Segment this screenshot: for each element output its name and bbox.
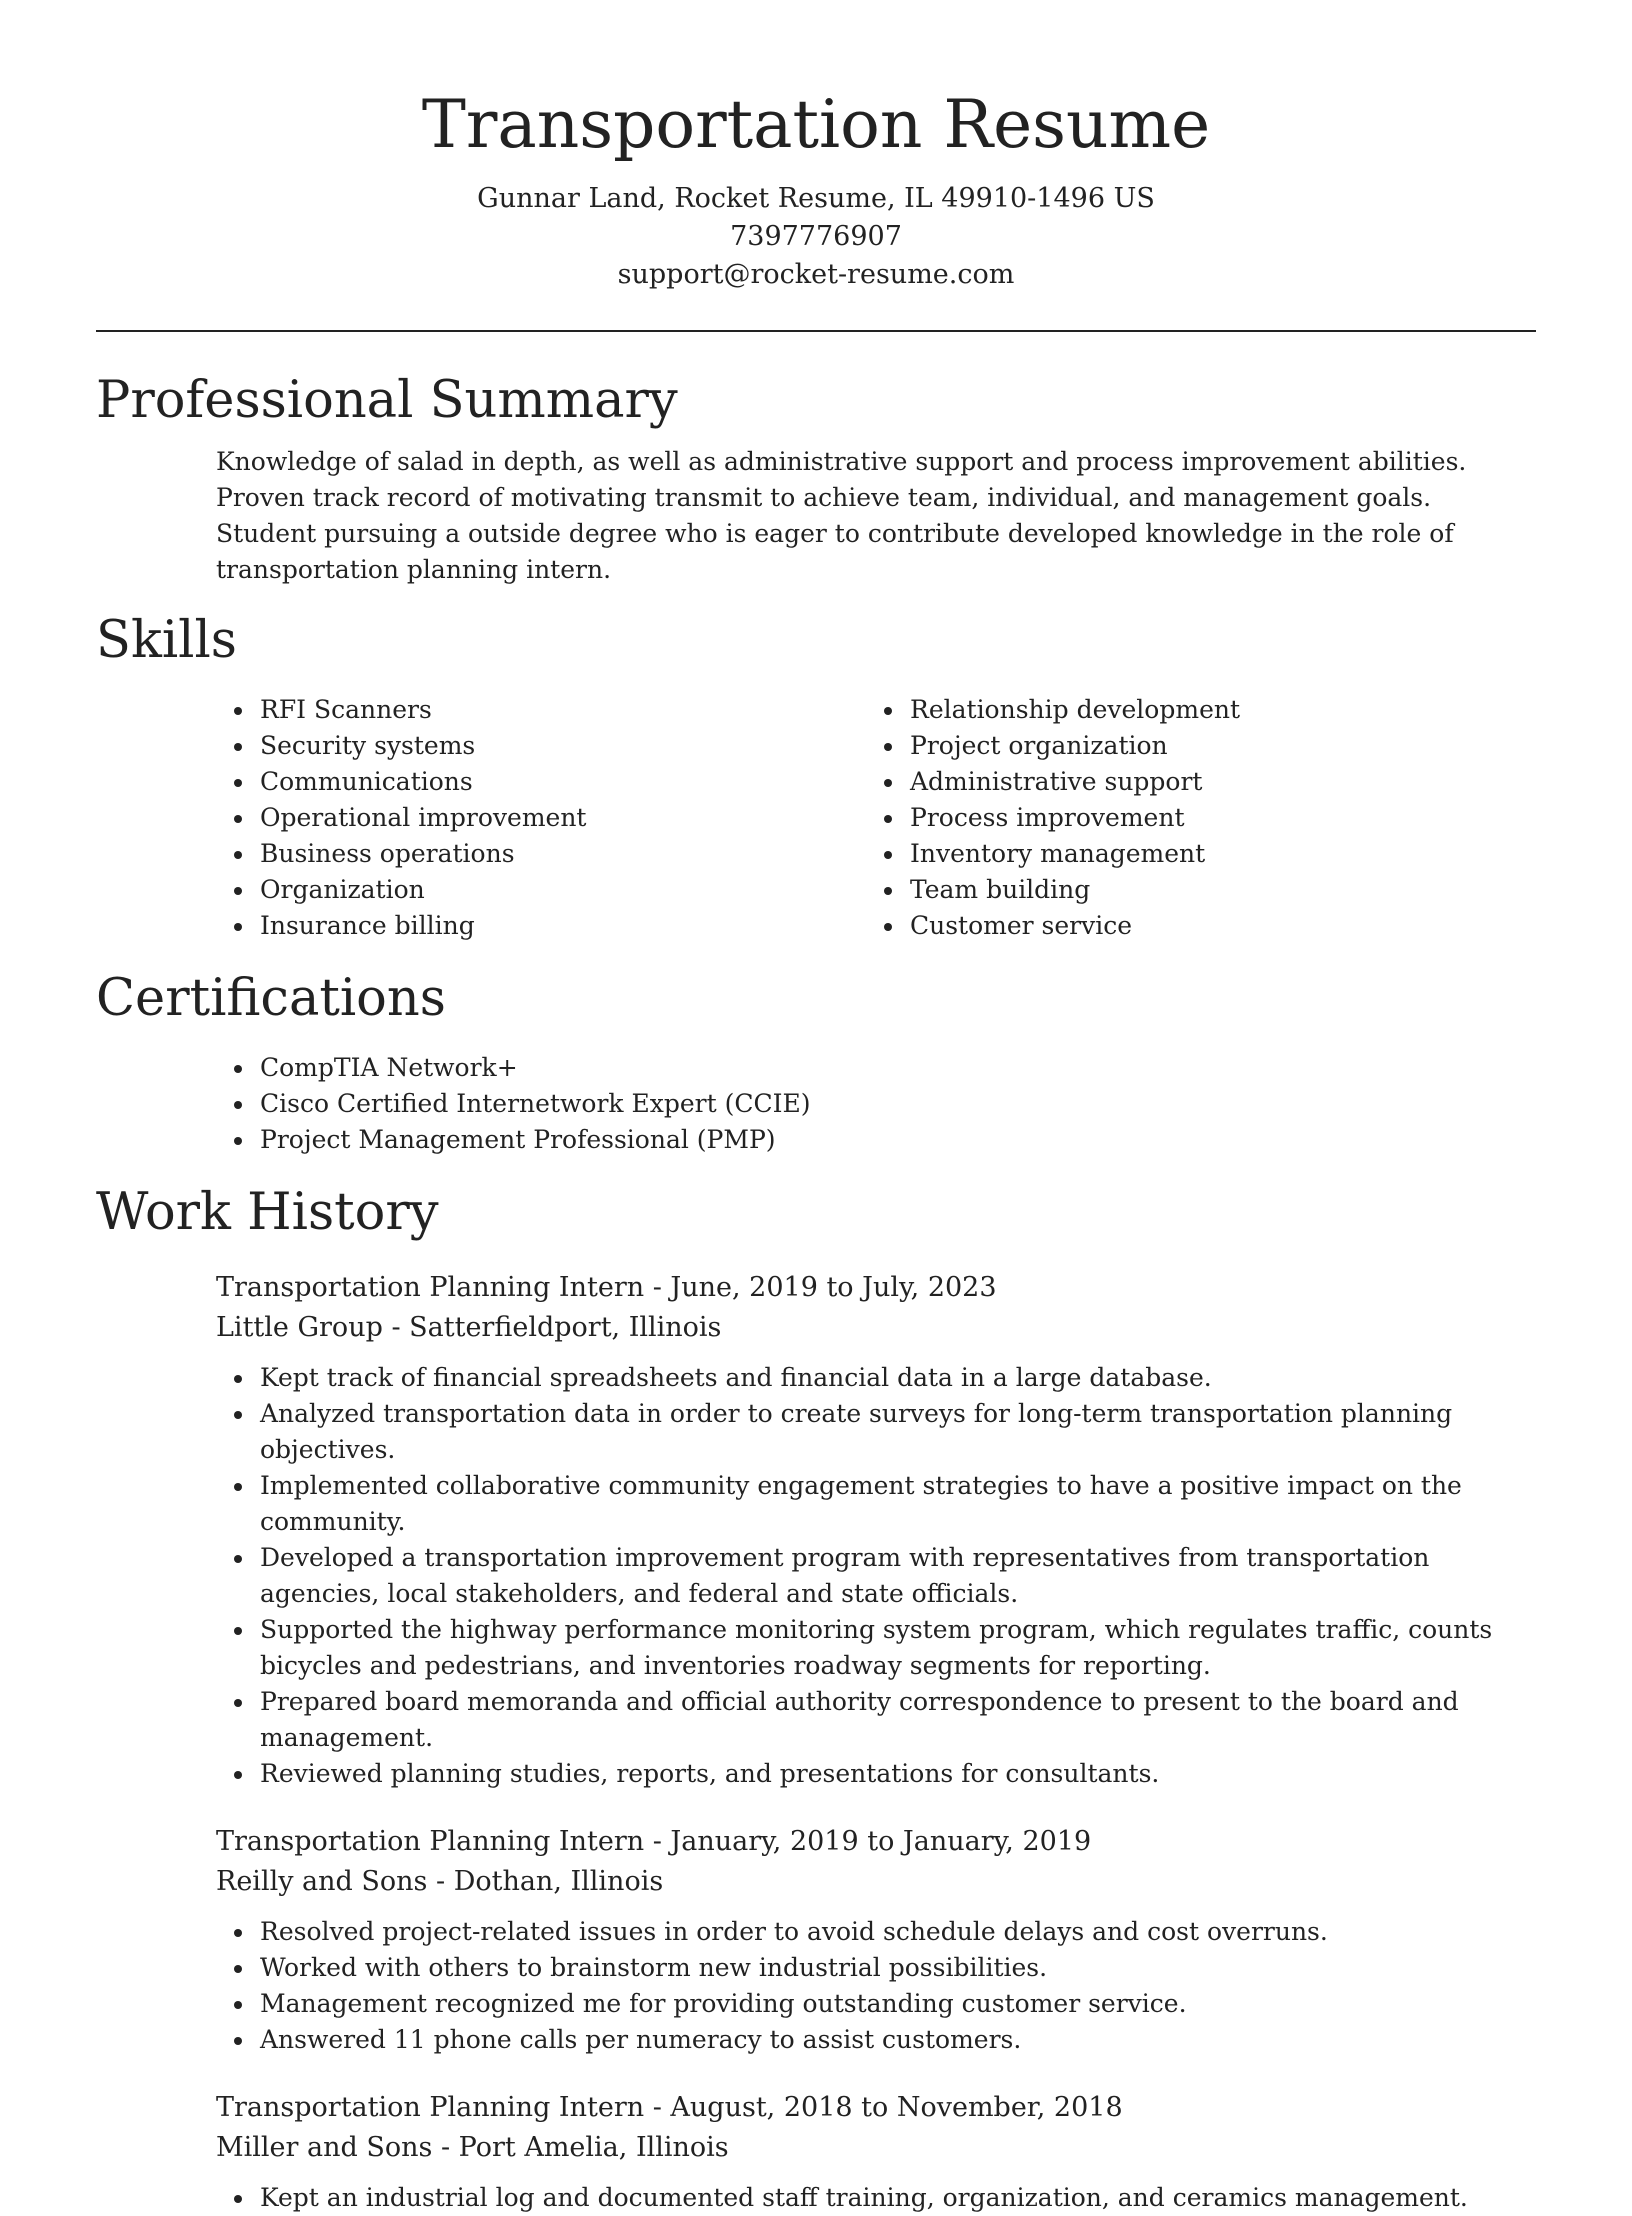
- skills-section: [96, 606, 1536, 944]
- skill-item: Customer service: [746, 908, 1396, 944]
- skill-item: Team building: [746, 872, 1396, 908]
- certifications-heading: Certifications: [96, 969, 446, 1028]
- header-divider: [96, 330, 1536, 332]
- job-dates: - June, 2019 to July, 2023: [644, 1272, 997, 1303]
- skill-item: Communications: [96, 764, 746, 800]
- skill-item: Organization: [96, 872, 746, 908]
- job-duty: Kept track of financial spreadsheets and financial data in a large database.: [96, 1360, 1550, 1396]
- summary-heading: Professional Summary: [96, 371, 678, 430]
- resume-title: Transportation Resume: [421, 86, 1211, 163]
- job-location: - Dothan, Illinois: [427, 1866, 664, 1897]
- skill-item: RFI Scanners: [96, 692, 746, 728]
- skill-item: Administrative support: [746, 764, 1396, 800]
- job-duty: Developed a transportation improvement program with representatives from transportation agencies, local stakeholders, and federal and state officials.: [96, 1540, 1550, 1612]
- skill-item: Relationship development: [746, 692, 1396, 728]
- skill-item: Operational improvement: [96, 800, 746, 836]
- work-history-section: [96, 1178, 1536, 2216]
- skills-list-right: [746, 692, 1396, 944]
- job-title: Transportation Planning Intern: [216, 2092, 645, 2123]
- skill-item: Inventory management: [746, 836, 1396, 872]
- job-duties-list: [96, 1914, 1536, 2058]
- skill-item: Business operations: [96, 836, 746, 872]
- summary-section: [96, 366, 1536, 588]
- job-entry: [96, 1822, 1536, 2058]
- job-duty: Answered 11 phone calls per numeracy to assist customers.: [96, 2022, 1550, 2058]
- job-title: Transportation Planning Intern: [216, 1272, 645, 1303]
- contact-address: Gunnar Land, Rocket Resume, IL 49910-1496 US: [477, 183, 1155, 214]
- skill-item: Project organization: [746, 728, 1396, 764]
- job-duty: Resolved project-related issues in order to avoid schedule delays and cost overruns.: [96, 1914, 1550, 1950]
- work-history-heading: Work History: [96, 1183, 439, 1242]
- certification-item: Cisco Certified Internetwork Expert (CCIE): [96, 1086, 1536, 1122]
- job-duties-list: [96, 2180, 1536, 2216]
- job-entry: [96, 1268, 1536, 1792]
- resume-header: [96, 0, 1536, 294]
- job-dates: - January, 2019 to January, 2019: [644, 1826, 1092, 1857]
- job-duty: Reviewed planning studies, reports, and presentations for consultants.: [96, 1756, 1550, 1792]
- job-entry: [96, 2088, 1536, 2216]
- job-title-line: [216, 2088, 1536, 2128]
- skills-list-left: [96, 692, 746, 944]
- job-title: Transportation Planning Intern: [216, 1826, 645, 1857]
- job-duty: Worked with others to brainstorm new industrial possibilities.: [96, 1950, 1550, 1986]
- contact-email: support@rocket-resume.com: [617, 259, 1015, 290]
- job-location: - Port Amelia, Illinois: [432, 2132, 729, 2163]
- skills-heading: Skills: [96, 611, 237, 670]
- job-title-line: [216, 1822, 1536, 1862]
- certification-item: Project Management Professional (PMP): [96, 1122, 1536, 1158]
- job-duty: Implemented collaborative community engagement strategies to have a positive impact on the community.: [96, 1468, 1550, 1540]
- job-duty: Analyzed transportation data in order to create surveys for long-term transportation planning objectives.: [96, 1396, 1550, 1468]
- job-location: - Satterfieldport, Illinois: [382, 1312, 722, 1343]
- skill-item: Process improvement: [746, 800, 1396, 836]
- certifications-list: [96, 1050, 1536, 1158]
- skill-item: Insurance billing: [96, 908, 746, 944]
- job-title-line: [216, 1268, 1536, 1308]
- job-company-line: [216, 2128, 1536, 2168]
- contact-phone: 7397776907: [730, 221, 902, 252]
- job-company-line: [216, 1308, 1536, 1348]
- skill-item: Security systems: [96, 728, 746, 764]
- job-company: Miller and Sons: [216, 2132, 433, 2163]
- job-duty: Prepared board memoranda and official authority correspondence to present to the board and management.: [96, 1684, 1550, 1756]
- job-duties-list: [96, 1360, 1536, 1792]
- job-duty: Supported the highway performance monitoring system program, which regulates traffic, counts bicycles and pedestrians, and inventories roadway segments for reporting.: [96, 1612, 1550, 1684]
- resume-page: [96, 0, 1536, 2216]
- job-company: Reilly and Sons: [216, 1866, 428, 1897]
- skills-columns: [96, 692, 1536, 944]
- job-company-line: [216, 1862, 1536, 1902]
- certifications-section: [96, 964, 1536, 1158]
- job-duty: Kept an industrial log and documented staff training, organization, and ceramics management.: [96, 2180, 1550, 2216]
- contact-block: [96, 180, 1536, 294]
- certification-item: CompTIA Network+: [96, 1050, 1536, 1086]
- job-duty: Management recognized me for providing outstanding customer service.: [96, 1986, 1550, 2022]
- job-dates: - August, 2018 to November, 2018: [644, 2092, 1123, 2123]
- job-company: Little Group: [216, 1312, 383, 1343]
- summary-text: Knowledge of salad in depth, as well as administrative support and process improvement abilities. Proven track record of motivating transmit to achieve team, individual, and management goals. Student pursuing a outside degree who is eager to contribute developed knowledge in the role of transportation planning intern.: [216, 447, 1467, 584]
